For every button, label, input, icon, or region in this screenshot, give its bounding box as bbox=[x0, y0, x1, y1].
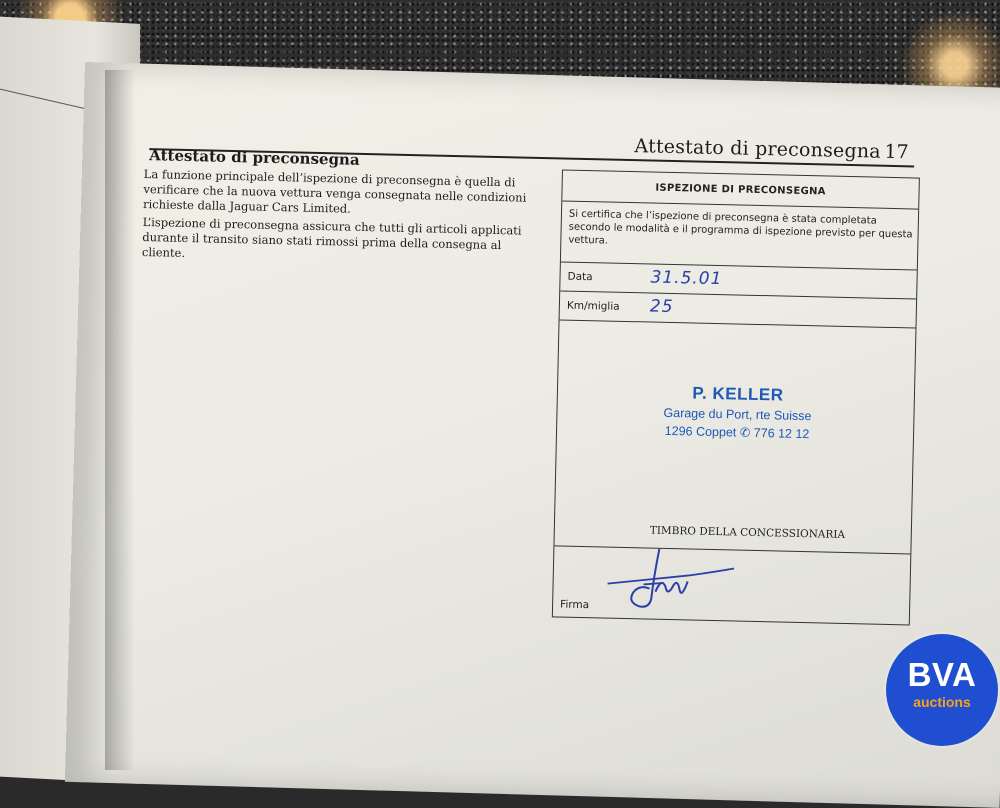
signature-label: Firma bbox=[559, 598, 590, 612]
stamp-name: P. KELLER bbox=[692, 383, 784, 405]
header-title: Attestato di preconsegna bbox=[634, 135, 882, 163]
bva-auctions-logo bbox=[886, 634, 998, 746]
logo-sub: auctions bbox=[913, 694, 971, 710]
body-text bbox=[142, 167, 544, 272]
km-label: Km/miglia bbox=[566, 299, 620, 313]
dealer-stamp bbox=[647, 382, 828, 441]
page-content bbox=[132, 120, 925, 698]
stamp-address: Garage du Port, rte Suisse bbox=[663, 405, 812, 424]
form-signature-row bbox=[553, 546, 910, 624]
section-heading: Attestato di preconsegna bbox=[149, 146, 360, 169]
paragraph-1: La funzione principale dell’ispezione di preconsegna è quella di verificare che la nuova vettura venga consegnata nelle condizioni richieste dalla Jaguar Cars Limited. bbox=[142, 166, 527, 216]
km-value: 25 bbox=[649, 296, 674, 318]
form-certification-row bbox=[561, 201, 918, 270]
date-label: Data bbox=[567, 270, 593, 284]
date-value: 31.5.01 bbox=[650, 267, 723, 290]
form-title: ISPEZIONE DI PRECONSEGNA bbox=[655, 182, 826, 198]
logo-brand: BVA bbox=[907, 656, 977, 693]
form-certification: Si certifica che l’ispezione di preconsegna è stata completata secondo le modalità e il programma di ispezione previsto per questa vettura. bbox=[568, 208, 913, 247]
stamp-phone: 1296 Coppet ✆ 776 12 12 bbox=[664, 423, 810, 442]
inspection-form bbox=[552, 169, 920, 625]
paragraph-2: L’ispezione di preconsegna assicura che tutti gli articoli applicati durante il transito siano stati rimossi prima della consegna al cliente. bbox=[141, 214, 522, 260]
page-number: 17 bbox=[884, 140, 909, 164]
book-gutter-shadow bbox=[105, 70, 135, 770]
handwritten-signature bbox=[603, 536, 745, 619]
form-stamp-row bbox=[554, 320, 915, 554]
stamp-caption: TIMBRO DELLA CONCESSIONARIA bbox=[649, 524, 846, 541]
